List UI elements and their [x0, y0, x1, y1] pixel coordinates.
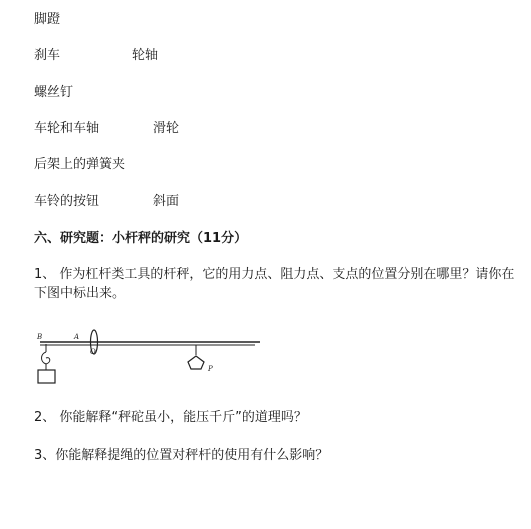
item-pedal: 脚蹬 — [34, 12, 61, 27]
item-screw: 螺丝钉 — [34, 85, 74, 100]
question-1: 1、 作为杠杆类工具的杆秤，它的用力点、阻力点、支点的位置分别在哪里？请你在下图中标出来。 — [34, 267, 515, 301]
item-wheel-and-axle-parts: 车轮和车轴 — [34, 121, 100, 136]
label-b: B — [37, 333, 43, 341]
section-heading: 六、研究题：小杆秤的研究（11分） — [34, 231, 248, 246]
question-2: 2、 你能解释“秤砣虽小，能压千斤”的道理吗？ — [34, 410, 307, 425]
item-bell-button: 车铃的按钮 — [34, 194, 100, 209]
item-incline: 斜面 — [153, 194, 180, 209]
question-3: 3、你能解释提绳的位置对秤杆的使用有什么影响？ — [34, 448, 329, 463]
label-o: O — [90, 348, 96, 356]
steelyard-figure — [30, 322, 265, 388]
label-p: P — [208, 365, 213, 373]
item-brake: 刹车 — [34, 48, 61, 63]
item-wheel-axle: 轮轴 — [132, 48, 159, 63]
item-rear-spring-clip: 后架上的弹簧夹 — [34, 157, 126, 172]
item-pulley: 滑轮 — [153, 121, 180, 136]
label-a: A — [74, 333, 80, 341]
